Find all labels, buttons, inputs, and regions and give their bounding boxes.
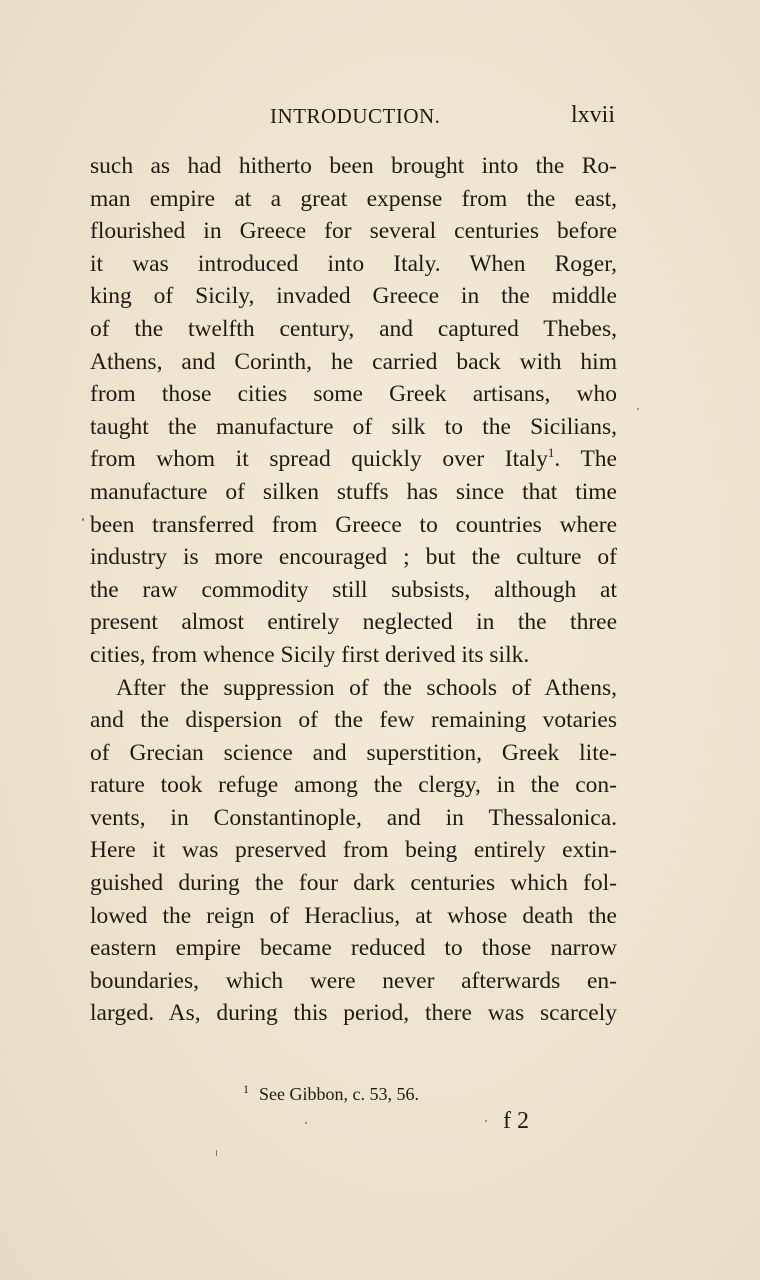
text-line: lowed the reign of Heraclius, at whose death the xyxy=(90,902,617,929)
paper-speck xyxy=(305,1122,307,1124)
text-line: king of Sicily, invaded Greece in the middle xyxy=(90,283,617,310)
text-line: After the suppression of the schools of Athens, xyxy=(116,674,617,701)
text-line: manufacture of silken stuffs has since that time xyxy=(90,478,617,505)
text-line: larged. As, during this period, there was scarcely xyxy=(90,1000,617,1027)
text-line: been transferred from Greece to countries where xyxy=(90,511,617,538)
paper-speck xyxy=(216,1150,217,1156)
text-line-tail: . The xyxy=(554,446,617,473)
body-text xyxy=(90,150,617,1030)
page-header xyxy=(0,102,760,134)
text-line: industry is more encouraged ; but the culture of xyxy=(90,544,617,571)
text-line: it was introduced into Italy. When Roger, xyxy=(90,250,617,277)
text-line: Athens, and Corinth, he carried back with him xyxy=(90,348,617,375)
footnote xyxy=(243,1082,419,1105)
signature-mark: f 2 xyxy=(503,1108,529,1134)
text-line: taught the manufacture of silk to the Sicilians, xyxy=(90,413,617,440)
text-line: of the twelfth century, and captured Thebes, xyxy=(90,315,617,342)
text-line-with-footnote-ref xyxy=(90,443,617,476)
text-line: flourished in Greece for several centuries before xyxy=(90,218,617,245)
text-line: of Grecian science and superstition, Greek lite- xyxy=(90,739,617,766)
text-line: eastern empire became reduced to those narrow xyxy=(90,935,617,962)
paper-speck xyxy=(637,408,639,410)
page-number: lxvii xyxy=(571,102,616,128)
text-line: from those cities some Greek artisans, who xyxy=(90,381,617,408)
text-line: Here it was preserved from being entirely extin- xyxy=(90,837,617,864)
paper-speck xyxy=(82,518,84,521)
text-line: vents, in Constantinople, and in Thessalonica. xyxy=(90,804,617,831)
footnote-reference: 1 xyxy=(547,445,555,461)
footnote-marker: 1 xyxy=(243,1082,249,1096)
footnote-text: See Gibbon, c. 53, 56. xyxy=(259,1084,419,1104)
running-head: INTRODUCTION. xyxy=(270,104,441,128)
paper-speck xyxy=(485,1120,487,1122)
text-line: rature took refuge among the clergy, in the con- xyxy=(90,772,617,799)
text-line: present almost entirely neglected in the three xyxy=(90,609,617,636)
text-line-head: from whom it spread quickly over Italy xyxy=(90,446,548,473)
text-line: guished during the four dark centuries which fol- xyxy=(90,870,617,897)
text-line: the raw commodity still subsists, although at xyxy=(90,576,617,603)
text-line: cities, from whence Sicily first derived its silk. xyxy=(90,641,530,668)
text-line: such as had hitherto been brought into the Ro- xyxy=(90,153,617,179)
text-line: and the dispersion of the few remaining votaries xyxy=(90,707,617,734)
text-line: boundaries, which were never afterwards en- xyxy=(90,967,617,994)
text-line: man empire at a great expense from the east, xyxy=(90,185,617,212)
